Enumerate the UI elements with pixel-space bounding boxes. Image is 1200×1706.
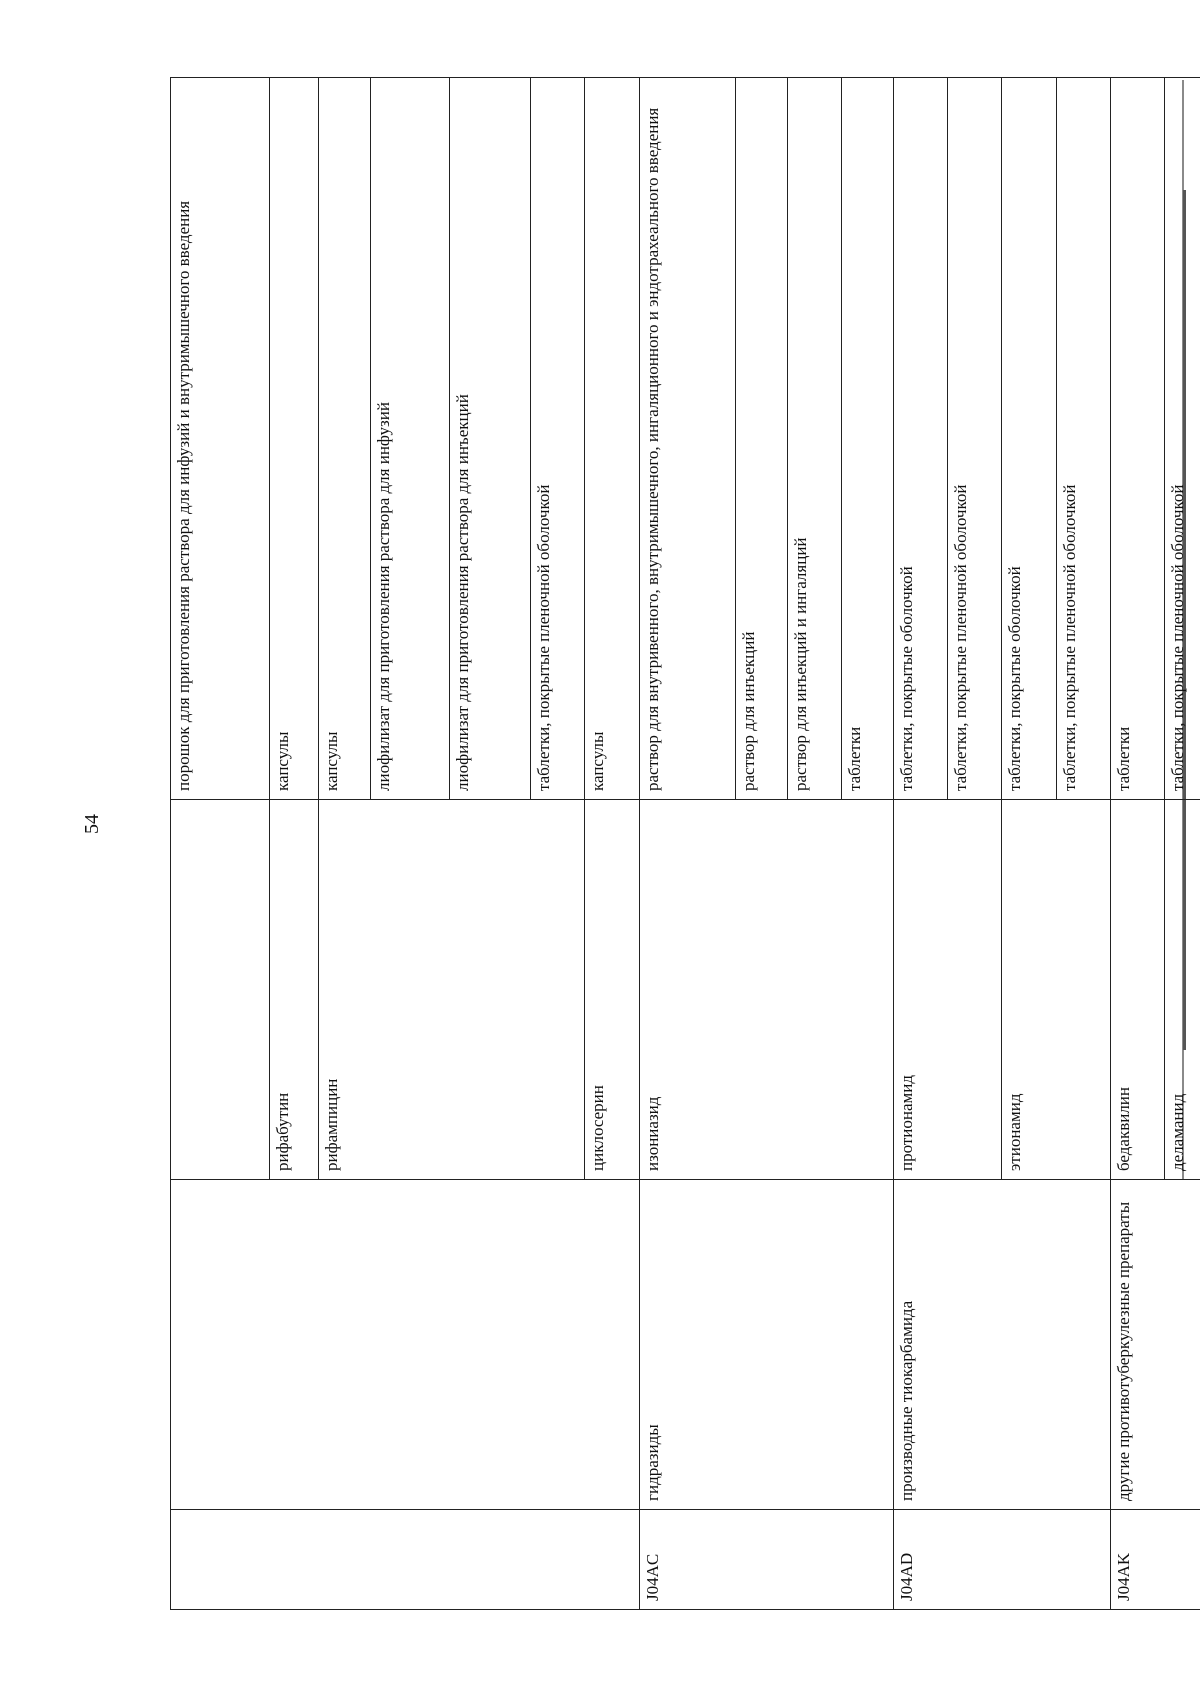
form-cell: лиофилизат для приготовления раствора для инфузий — [370, 78, 449, 800]
inn-cell: рифабутин — [269, 800, 318, 1180]
inn-cell: этионамид — [1002, 800, 1111, 1180]
form-cell: капсулы — [319, 78, 371, 800]
form-cell: таблетки — [1110, 78, 1164, 800]
table-row — [893, 78, 947, 1610]
inn-cell: рифампицин — [319, 800, 585, 1180]
form-cell: таблетки, покрытые пленочной оболочкой — [1056, 78, 1110, 800]
page-number: 54 — [81, 814, 103, 834]
form-cell: таблетки, покрытые оболочкой — [893, 78, 947, 800]
table-row — [171, 78, 270, 1610]
form-cell: лиофилизат для приготовления раствора для инъекций — [449, 78, 530, 800]
form-cell: порошок для приготовления раствора для инфузий и внутримышечного введения — [171, 78, 270, 800]
group-cell: производные тиокарбамида — [893, 1180, 1110, 1510]
form-cell: капсулы — [269, 78, 318, 800]
form-cell: раствор для внутривенного, внутримышечного, ингаляционного и эндотрахеального введения — [639, 78, 735, 800]
form-cell: таблетки, покрытые пленочной оболочкой — [1165, 78, 1200, 800]
inn-cell: изониазид — [639, 800, 893, 1180]
group-cell — [171, 1180, 640, 1510]
atc-code-cell — [171, 1510, 640, 1610]
form-cell: капсулы — [585, 78, 639, 800]
form-cell: раствор для инъекций — [735, 78, 787, 800]
atc-code-cell: J04AK — [1110, 1510, 1200, 1610]
form-cell: таблетки, покрытые пленочной оболочкой — [948, 78, 1002, 800]
group-cell: гидразиды — [639, 1180, 893, 1510]
drug-table-container — [170, 78, 1200, 1610]
inn-cell — [171, 800, 270, 1180]
atc-code-cell: J04AC — [639, 1510, 893, 1610]
atc-code-cell: J04AD — [893, 1510, 1110, 1610]
inn-cell: циклосерин — [585, 800, 639, 1180]
inn-cell: бедаквилин — [1110, 800, 1164, 1180]
inn-cell: деламанид — [1165, 800, 1200, 1180]
form-cell: таблетки, покрытые оболочкой — [1002, 78, 1056, 800]
drug-table — [170, 77, 1200, 1610]
table-row — [1110, 78, 1164, 1610]
inn-cell: протионамид — [893, 800, 1002, 1180]
form-cell: таблетки — [841, 78, 893, 800]
table-row — [639, 78, 735, 1610]
group-cell: другие противотуберкулезные препараты — [1110, 1180, 1200, 1510]
form-cell: раствор для инъекций и ингаляций — [787, 78, 841, 800]
form-cell: таблетки, покрытые пленочной оболочкой — [531, 78, 585, 800]
